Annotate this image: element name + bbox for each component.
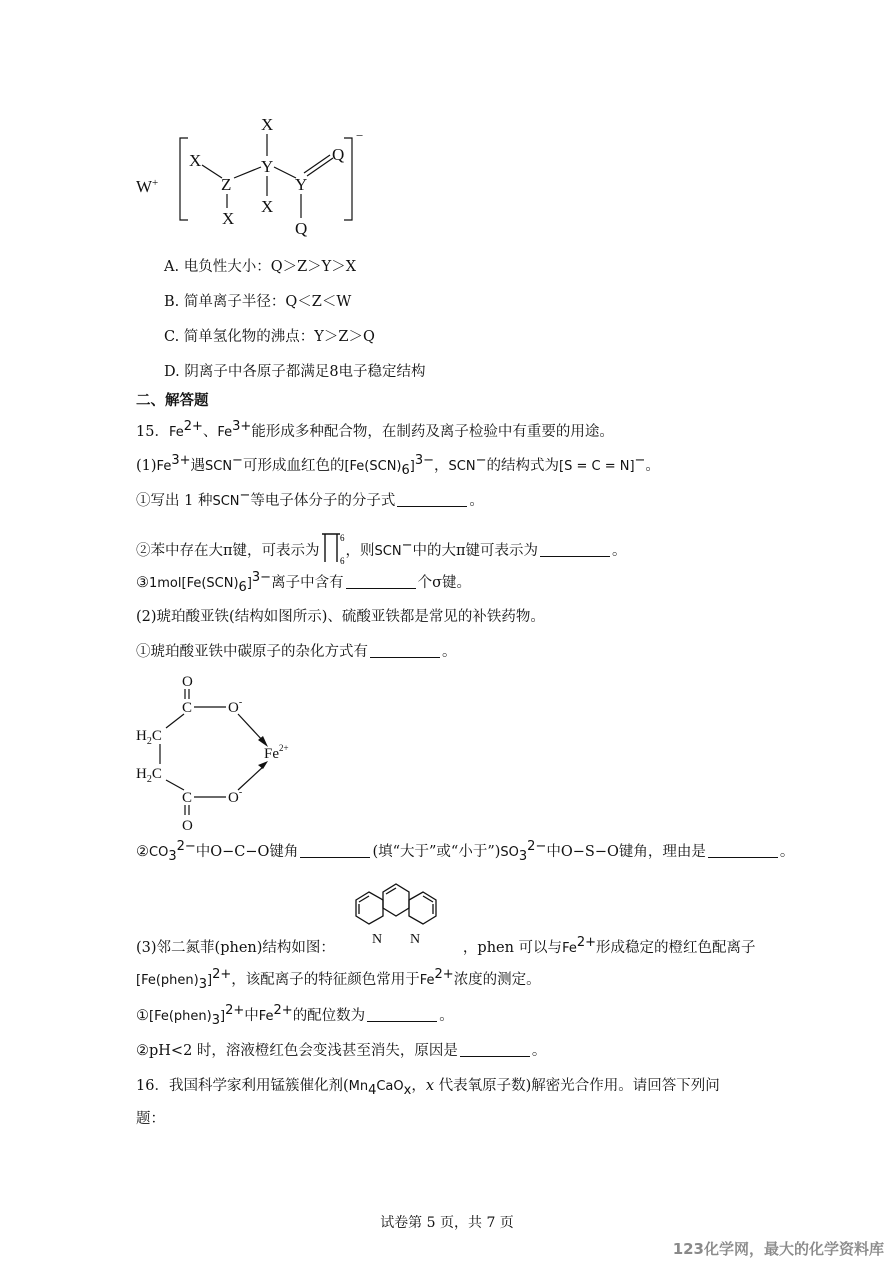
q15-part2-sub1: ①琥珀酸亚铁中碳原子的杂化方式有 。	[136, 644, 457, 660]
anion-charge: −	[356, 128, 364, 143]
svg-text:Fe2+: $Fe^{2+}$	[264, 743, 289, 762]
atom-x-bottom: X	[261, 197, 274, 216]
answer-blank[interactable]	[346, 574, 416, 589]
answer-blank[interactable]	[708, 843, 778, 858]
atom-y-center: Y	[261, 157, 274, 176]
svg-text:H2C: $H_2C$	[136, 728, 162, 747]
cation-symbol: W+	[136, 177, 159, 196]
watermark: 123化学网，最大的化学资料库	[672, 1240, 884, 1258]
q15-part3: (3)邻二氮菲(phen)结构如图： ，phen 可以与$Fe^{2+}$形成稳定的橙红色配离子	[136, 935, 756, 956]
q15-part2-sub2: $②CO_3^{2-}$中O−C−O键角 (填“大于”或“小于$”)SO_3^{2-}$中O−S−O键角，理由是 。	[136, 839, 795, 864]
svg-text:C: C	[182, 700, 193, 716]
section-title: 二、解答题	[136, 392, 209, 409]
atom-x-top: X	[261, 115, 274, 134]
svg-text:H2C: $H_2C$	[136, 766, 162, 785]
answer-blank[interactable]	[300, 843, 370, 858]
svg-text:6: 6	[339, 556, 345, 565]
q15-intro: 15．$Fe^{2+}$、$Fe^{3+}$能形成多种配合物，在制药及离子检验中有重要的用途。	[136, 419, 614, 440]
q15-sub2: ②苯中存在大π键，可表示为 6 6 ，则SCN−中的大π键可表示为 。	[136, 533, 627, 565]
q15-sub3: $③1mol[Fe(SCN)_6]^{3-}$离子中含有 个σ键。	[136, 570, 471, 595]
svg-text:O: O	[182, 818, 193, 834]
atom-y-right: Y	[295, 175, 308, 194]
option-d[interactable]: D. 阴离子中各原子都满足8电子稳定结构	[164, 364, 426, 380]
svg-text:O: O	[182, 674, 193, 690]
right-bracket	[344, 138, 352, 220]
svg-text:C: C	[182, 790, 193, 806]
svg-text:6: 6	[339, 533, 345, 543]
anion-structure-figure	[130, 110, 380, 240]
page-footer: 试卷第 5 页，共 7 页	[380, 1215, 514, 1231]
ferrous-succinate-figure	[130, 668, 305, 836]
option-c[interactable]: C. 简单氢化物的沸点：Y＞Z＞Q	[164, 329, 375, 345]
answer-blank[interactable]	[540, 542, 610, 557]
q15-part2: (2)琥珀酸亚铁(结构如图所示)、硫酸亚铁都是常见的补铁药物。	[136, 609, 545, 625]
svg-text:N: N	[372, 932, 383, 947]
left-bracket	[180, 138, 188, 220]
option-a[interactable]: A. 电负性大小：Q＞Z＞Y＞X	[164, 259, 357, 275]
option-b[interactable]: B. 简单离子半径：Q＜Z＜W	[164, 294, 352, 310]
q16-stem-line2: 题：	[136, 1111, 165, 1127]
svg-text:N: N	[410, 932, 421, 947]
svg-text:O-: O-	[228, 787, 243, 806]
answer-blank[interactable]	[397, 492, 467, 507]
atom-q-bottom: Q	[295, 219, 308, 238]
atom-x-lower: X	[222, 209, 235, 228]
svg-text:O-: O-	[228, 697, 243, 716]
answer-blank[interactable]	[460, 1042, 530, 1057]
q15-part1: $(1)Fe^{3+}$遇SCN−可形成血红色的$[Fe(SCN)_6]^{3-}$，SCN−的结构式为[S = C = N]−。	[136, 453, 660, 478]
atom-x-left: X	[189, 151, 202, 170]
atom-q-right: Q	[332, 145, 345, 164]
answer-blank[interactable]	[367, 1007, 437, 1022]
q15-part3-line2: $[Fe(phen)_3]^{2+}$，该配离子的特征颜色常用于$Fe^{2+}$浓度的测定。	[136, 967, 541, 992]
q15-part3-sub1: $①[Fe(phen)_3]^{2+}$中$Fe^{2+}$的配位数为 。	[136, 1003, 454, 1028]
q15-part3-sub2: ②pH<2 时，溶液橙红色会变浅甚至消失，原因是 。	[136, 1043, 547, 1059]
big-pi-symbol	[320, 535, 346, 565]
answer-blank[interactable]	[370, 643, 440, 658]
q15-sub1: ①写出 1 种SCN−等电子体分子的分子式 。	[136, 488, 484, 509]
atom-z: Z	[221, 175, 232, 194]
q16-stem: 16．我国科学家利用锰簇催化剂($Mn_4CaO_x$，x 代表氧原子数)解密光合作用。请回答下列问	[136, 1078, 720, 1098]
